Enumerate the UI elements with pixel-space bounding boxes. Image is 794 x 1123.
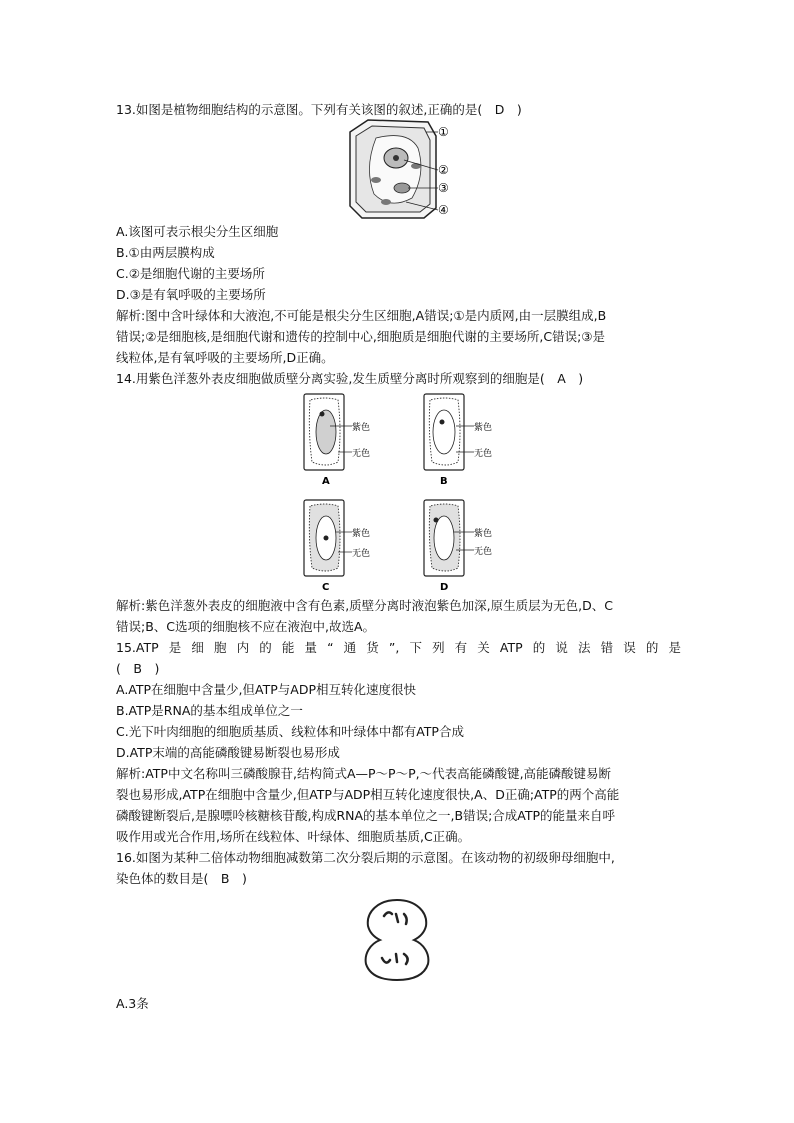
figure-label-3: ③: [438, 181, 449, 195]
panel-letter-b: B: [440, 476, 448, 487]
q16-stem-line-2: 染色体的数目是( B ): [116, 871, 247, 886]
q15-stem-line-2: ( B ): [116, 661, 160, 676]
panel-letter-c: C: [322, 582, 330, 593]
figure-label-2: ②: [438, 163, 449, 177]
q14-analysis-line-2: 错误;B、C选项的细胞核不应在液泡中,故选A。: [116, 619, 376, 634]
figure-label-4: ④: [438, 203, 449, 217]
q16-option-a: A.3条: [116, 996, 149, 1011]
label-colorless-a: 无色: [352, 449, 371, 459]
q13-option-c: C.②是细胞代谢的主要场所: [116, 266, 265, 281]
q13-option-b: B.①由两层膜构成: [116, 245, 215, 260]
q15-option-b: B.ATP是RNA的基本组成单位之一: [116, 703, 303, 718]
label-purple-c: 紫色: [352, 529, 371, 539]
q15-option-c: C.光下叶肉细胞的细胞质基质、线粒体和叶绿体中都有ATP合成: [116, 724, 464, 739]
q14-stem: 14.用紫色洋葱外表皮细胞做质壁分离实验,发生质壁分离时所观察到的细胞是( A ): [116, 371, 584, 386]
q13-analysis-line-1: 解析:图中含叶绿体和大液泡,不可能是根尖分生区细胞,A错误;①是内质网,由一层膜组成,B: [116, 308, 607, 323]
panel-letter-d: D: [440, 582, 449, 593]
q15-analysis-line-2: 裂也易形成,ATP在细胞中含量少,但ATP与ADP相互转化速度很快,A、D正确;ATP的两个高能: [116, 787, 620, 802]
label-purple-a: 紫色: [352, 423, 371, 433]
panel-letter-a: A: [322, 476, 330, 487]
q15-analysis-line-1: 解析:ATP中文名称叫三磷酸腺苷,结构简式A—P～P～P,～代表高能磷酸键,高能磷酸键易断: [116, 766, 612, 781]
q13-analysis-line-2: 错误;②是细胞核,是细胞代谢和遗传的控制中心,细胞质是细胞代谢的主要场所,C错误;③是: [116, 329, 605, 344]
label-colorless-d: 无色: [474, 547, 493, 557]
q14-analysis-line-1: 解析:紫色洋葱外表皮的细胞液中含有色素,质壁分离时液泡紫色加深,原生质层为无色,D、C: [116, 598, 613, 613]
label-colorless-c: 无色: [352, 549, 371, 559]
figure-label-1: ①: [438, 125, 449, 139]
plasmolysis-figure: [300, 392, 500, 596]
q13-option-d: D.③是有氧呼吸的主要场所: [116, 287, 266, 302]
q16-stem-line-1: 16.如图为某种二倍体动物细胞减数第二次分裂后期的示意图。在该动物的初级卵母细胞中,: [116, 850, 615, 865]
q15-stem-line-1: 15.ATP是细胞内的能量“通货”,下列有关ATP的说法错误的是: [116, 640, 681, 655]
plant-cell-figure: [346, 118, 456, 222]
q15-option-a: A.ATP在细胞中含量少,但ATP与ADP相互转化速度很快: [116, 682, 417, 697]
q15-analysis-line-3: 磷酸键断裂后,是腺嘌呤核糖核苷酸,构成RNA的基本单位之一,B错误;合成ATP的能量来自呼: [116, 808, 616, 823]
q13-option-a: A.该图可表示根尖分生区细胞: [116, 224, 279, 239]
q13-analysis-line-3: 线粒体,是有氧呼吸的主要场所,D正确。: [116, 350, 334, 365]
meiosis-cell-figure: [360, 896, 434, 982]
q13-stem: 13.如图是植物细胞结构的示意图。下列有关该图的叙述,正确的是( D ): [116, 102, 522, 117]
label-purple-b: 紫色: [474, 423, 493, 433]
q15-analysis-line-4: 吸作用或光合作用,场所在线粒体、叶绿体、细胞质基质,C正确。: [116, 829, 471, 844]
label-purple-d: 紫色: [474, 529, 493, 539]
label-colorless-b: 无色: [474, 449, 493, 459]
q15-option-d: D.ATP末端的高能磷酸键易断裂也易形成: [116, 745, 340, 760]
